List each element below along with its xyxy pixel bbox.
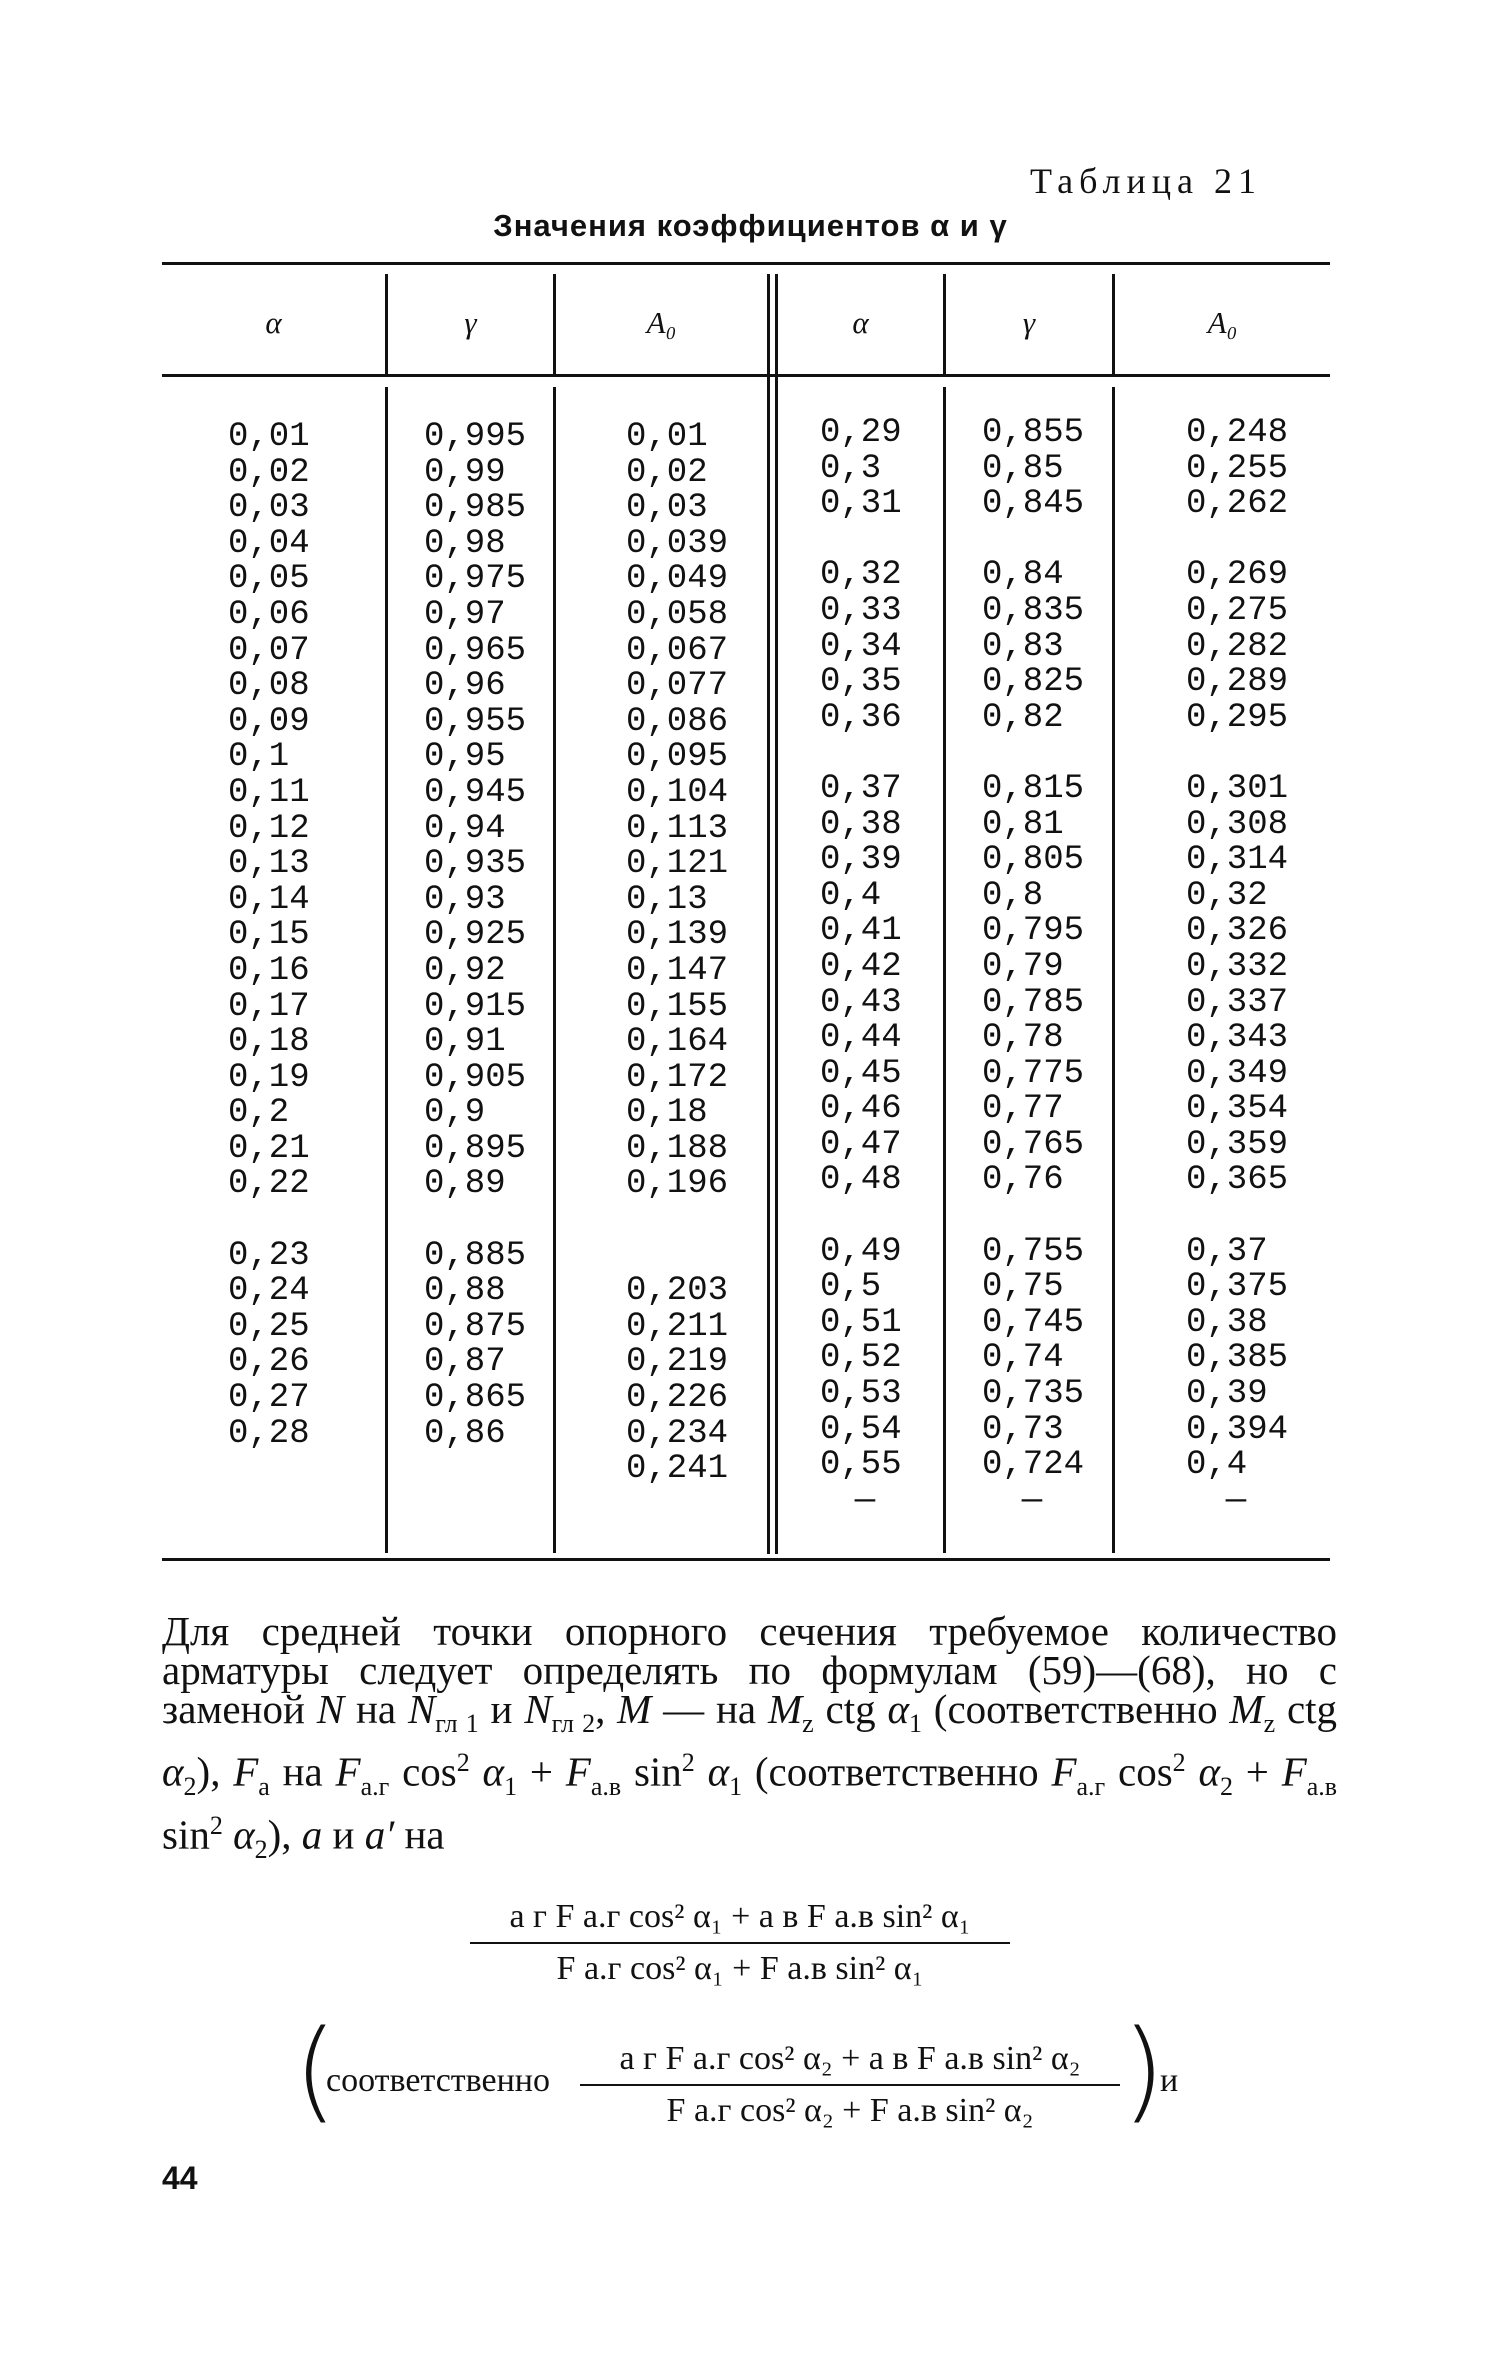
table-cell: [424, 1203, 526, 1239]
sq-2: 2: [681, 1748, 695, 1778]
cos-1: cos: [389, 1748, 457, 1795]
var-fag: F: [335, 1748, 361, 1795]
table-cell: 0,147: [626, 951, 729, 990]
table-cell: 0,845: [982, 485, 1085, 524]
table-cell: 0,855: [982, 414, 1085, 452]
table-cell: 0,14: [228, 880, 310, 919]
table-cell: 0,975: [424, 560, 527, 599]
plus-1: +: [517, 1748, 566, 1795]
alpha-5: α: [1198, 1748, 1220, 1795]
alpha-1: α: [887, 1686, 909, 1732]
table-cell: 0,343: [1186, 1019, 1289, 1058]
table-cell: 0,28: [228, 1414, 310, 1453]
var-a: a: [301, 1811, 323, 1858]
and-1: и: [322, 1811, 365, 1858]
alpha-3: α: [482, 1748, 505, 1795]
table-cell: 0,058: [626, 595, 729, 634]
table-cell: 0,262: [1186, 485, 1289, 524]
table-cell: 0,13: [626, 880, 708, 919]
table-cell: 0,92: [424, 951, 506, 990]
table-cell: 0,44: [820, 1019, 902, 1058]
para-text-6: ),: [267, 1811, 302, 1858]
table-cell: 0,73: [982, 1410, 1064, 1449]
table-cell: 0,39: [1186, 1375, 1268, 1414]
header-rule: [162, 374, 1330, 377]
table-cell: [982, 523, 1082, 559]
table-cell: 0,94: [424, 809, 506, 848]
para-text-5: — на: [651, 1686, 768, 1732]
table-cell: [982, 1199, 1082, 1235]
table-cell: 0,82: [982, 698, 1064, 737]
table-cell: 0,01: [626, 418, 708, 456]
column-alpha-right: [820, 416, 910, 1519]
table-cell: 0,37: [820, 769, 902, 808]
table-cell: 0,54: [820, 1410, 902, 1449]
table-cell: 0,354: [1186, 1090, 1289, 1129]
table-cell: 0,275: [1186, 591, 1289, 630]
table-cell: 0,47: [820, 1125, 902, 1164]
table-cell: 0,5: [820, 1268, 882, 1307]
comma-1: ,: [210, 1748, 234, 1795]
header-alpha-left: α: [265, 305, 282, 340]
table-cell: 0,41: [820, 912, 902, 951]
table-cell: 0,18: [626, 1094, 708, 1133]
sub-z-2: z: [1263, 1709, 1276, 1739]
col-divider-1b: [385, 387, 388, 1553]
para-text-1: Для средней точки опорного сечения требуемое количество арматуры следует определять по формулам (59)—(68), но с заменой: [162, 1608, 1337, 1732]
table-cell: 0,34: [820, 627, 902, 666]
sub-a: а: [258, 1772, 270, 1802]
table-cell: 0,07: [228, 631, 310, 670]
table-cell: 0,164: [626, 1023, 729, 1062]
body-paragraph: [162, 1608, 1338, 1869]
table-cell: 0,06: [228, 595, 310, 634]
table-cell: 0,46: [820, 1090, 902, 1129]
table-cell: 0,02: [626, 453, 708, 492]
table-cell: 0,365: [1186, 1161, 1289, 1200]
sub-ag-2: а.г: [1076, 1772, 1106, 1802]
sub-gl1: гл 1: [435, 1709, 479, 1739]
table-cell: 0,43: [820, 983, 902, 1022]
sin-1: sin: [621, 1748, 682, 1795]
table-cell: 0,9: [424, 1094, 486, 1133]
table-cell: 0,29: [820, 414, 902, 452]
table-cell: 0,25: [228, 1307, 310, 1346]
sub-2c: 2: [254, 1834, 268, 1864]
soot-1: (соответственно: [921, 1686, 1230, 1732]
table-cell: 0,765: [982, 1125, 1085, 1164]
table-cell: 0,282: [1186, 627, 1289, 666]
table-cell: 0,326: [1186, 912, 1289, 951]
formula-2-prefix: соответственно: [326, 2062, 551, 2099]
table-cell: 0,241: [626, 1450, 729, 1489]
table-cell: 0,203: [626, 1272, 729, 1311]
table-cell: 0,337: [1186, 983, 1289, 1022]
table-cell: 0,55: [820, 1446, 902, 1485]
ctg-1: ctg: [813, 1686, 888, 1732]
para-text-3: и: [478, 1686, 525, 1732]
var-mz-2: M: [1229, 1686, 1264, 1732]
table-cell: 0,33: [820, 591, 902, 630]
table-cell: 0,32: [820, 556, 902, 595]
sq-4: 2: [209, 1811, 223, 1841]
var-ngl1: N: [407, 1686, 436, 1732]
table-cell: 0,16: [228, 951, 310, 990]
table-cell: 0,2: [228, 1094, 290, 1133]
left-paren: (: [294, 2006, 337, 2134]
table-bottom-rule: [162, 1558, 1330, 1561]
formula-1: [470, 1898, 1010, 1988]
page-number: 44: [162, 2160, 198, 2196]
table-cell: 0,925: [424, 916, 527, 955]
table-cell: 0,38: [820, 805, 902, 844]
table-cell: 0,45: [820, 1054, 902, 1093]
table-cell: 0,724: [982, 1446, 1085, 1485]
table-cell: 0,89: [424, 1165, 506, 1204]
table-cell: 0,905: [424, 1058, 527, 1097]
var-fag-2: F: [1051, 1748, 1077, 1795]
table-cell: 0,79: [982, 947, 1064, 986]
var-fav: F: [565, 1748, 591, 1795]
table-cell: 0,87: [424, 1343, 506, 1382]
table-cell: 0,985: [424, 489, 527, 528]
table-cell: 0,22: [228, 1165, 310, 1204]
table-cell: 0,77: [982, 1090, 1064, 1129]
table-cell: 0,385: [1186, 1339, 1289, 1378]
var-fa: F: [233, 1748, 259, 1795]
cos-2: cos: [1105, 1748, 1173, 1795]
table-cell: 0,83: [982, 627, 1064, 666]
table-cell: 0,226: [626, 1379, 729, 1418]
table-cell: 0,359: [1186, 1125, 1289, 1164]
table-cell: 0,188: [626, 1129, 729, 1168]
alpha-6: α: [233, 1811, 255, 1858]
table-cell: 0,955: [424, 702, 527, 741]
table-cell: 0,4: [1186, 1446, 1248, 1485]
table-cell: 0,86: [424, 1414, 506, 1453]
table-cell: 0,36: [820, 698, 902, 737]
table-cell: 0,78: [982, 1019, 1064, 1058]
table-cell: 0,077: [626, 667, 729, 706]
ctg-2: ctg: [1275, 1686, 1338, 1732]
formula-2-denominator: F а.г cos² α₂ + F а.в sin² α₂: [666, 2092, 1034, 2129]
table-cell: 0,332: [1186, 947, 1289, 986]
table-cell: 0,3: [820, 449, 882, 488]
table-cell: 0,375: [1186, 1268, 1289, 1307]
column-a0-left: [626, 420, 728, 1488]
sq-1: 2: [456, 1748, 470, 1778]
table-cell: 0,935: [424, 845, 527, 884]
table-caption: Значения коэффициентов α и γ: [493, 208, 1008, 243]
table-cell: 0,086: [626, 702, 729, 741]
header-a0-left: A₀: [646, 305, 677, 340]
table-cell: 0,234: [626, 1414, 729, 1453]
table-cell: 0,8: [982, 876, 1044, 915]
table-cell: 0,76: [982, 1161, 1064, 1200]
table-cell: [820, 1199, 910, 1235]
sub-2b: 2: [1220, 1772, 1233, 1802]
sub-1b: 1: [504, 1772, 518, 1802]
sub-1a: 1: [908, 1709, 922, 1739]
double-divider-b: [775, 274, 778, 1554]
table-cell: 0,314: [1186, 841, 1289, 880]
table-cell: 0,42: [820, 947, 902, 986]
header-gamma-right: γ: [1022, 305, 1036, 340]
table-cell: [228, 1203, 310, 1239]
table-cell: 0,775: [982, 1054, 1085, 1093]
table-cell: 0,37: [1186, 1232, 1268, 1271]
table-cell: 0,835: [982, 591, 1085, 630]
table-cell: 0,26: [228, 1343, 310, 1382]
table-cell: 0,965: [424, 631, 527, 670]
table-cell: [982, 736, 1082, 772]
alpha-2: α: [162, 1748, 184, 1795]
table-cell: 0,785: [982, 983, 1085, 1022]
sub-z: z: [802, 1709, 814, 1739]
para-text-2: на: [344, 1686, 408, 1732]
table-cell: 0,172: [626, 1058, 729, 1097]
table-cell: 0,735: [982, 1375, 1085, 1414]
sub-ag: а.г: [360, 1772, 390, 1802]
table-cell: 0,93: [424, 880, 506, 919]
table-cell: 0,21: [228, 1129, 310, 1168]
table-cell: 0,75: [982, 1268, 1064, 1307]
header-gamma-left: γ: [464, 305, 477, 340]
table-cell: 0,97: [424, 595, 506, 634]
table-cell: 0,98: [424, 524, 506, 563]
table-cell: 0,91: [424, 1023, 506, 1062]
var-fav-2: F: [1281, 1748, 1307, 1795]
table-cell: —: [1225, 1481, 1247, 1520]
column-gamma-right: [982, 414, 1085, 1520]
table-cell: 0,09: [228, 702, 310, 741]
table-cell: 0,52: [820, 1339, 902, 1378]
formula-2-suffix: и: [1160, 2062, 1179, 2099]
para-text-4: ,: [595, 1686, 618, 1732]
table-cell: 0,49: [820, 1232, 902, 1271]
table-cell: 0,74: [982, 1339, 1064, 1378]
sub-av-2: а.в: [1306, 1772, 1338, 1802]
table-cell: 0,53: [820, 1375, 902, 1414]
table-cell: 0,32: [1186, 876, 1268, 915]
table-cell: 0,255: [1186, 449, 1289, 488]
table-label: Таблица 21: [1030, 161, 1262, 201]
sin-2: sin: [162, 1811, 210, 1858]
table-cell: [626, 1203, 728, 1239]
var-ngl2: N: [524, 1686, 552, 1732]
table-cell: 0,915: [424, 987, 527, 1026]
table-cell: 0,01: [228, 418, 310, 456]
header-a0-right: A₀: [1207, 305, 1238, 340]
table-cell: 0,96: [424, 667, 506, 706]
table-cell: 0,85: [982, 449, 1064, 488]
plus-2: +: [1233, 1748, 1282, 1795]
sub-av: а.в: [590, 1772, 622, 1802]
table-cell: 0,301: [1186, 769, 1289, 808]
formula-2-numerator: a г F а.г cos² α₂ + a в F а.в sin² α₂: [580, 2040, 1120, 2086]
table-cell: 0,08: [228, 667, 310, 706]
table-cell: 0,18: [228, 1023, 310, 1062]
sq-3: 2: [1172, 1748, 1186, 1778]
table-cell: 0,99: [424, 453, 506, 492]
var-aprime: a′: [364, 1811, 395, 1858]
double-divider-a: [767, 274, 770, 1554]
table-cell: 0,04: [228, 524, 310, 563]
table-cell: 0,23: [228, 1236, 310, 1275]
table-cell: 0,48: [820, 1161, 902, 1200]
table-cell: 0,35: [820, 663, 902, 702]
table-cell: 0,19: [228, 1058, 310, 1097]
table-cell: 0,1: [228, 738, 290, 777]
table-cell: 0,095: [626, 738, 729, 777]
soot-2: (соответственно: [742, 1748, 1052, 1795]
table-cell: 0,38: [1186, 1303, 1268, 1342]
table-cell: 0,88: [424, 1272, 506, 1311]
table-cell: 0,104: [626, 773, 729, 812]
para-text-7: на: [394, 1811, 445, 1858]
table-cell: 0,289: [1186, 663, 1289, 702]
table-cell: [820, 736, 910, 772]
table-cell: 0,039: [626, 524, 729, 563]
table-cell: 0,945: [424, 773, 527, 812]
table-cell: 0,15: [228, 916, 310, 955]
table-cell: 0,27: [228, 1379, 310, 1418]
table-cell: [1186, 736, 1286, 772]
table-cell: 0,865: [424, 1379, 527, 1418]
right-paren: ): [1122, 2006, 1165, 2134]
var-n: N: [316, 1686, 345, 1732]
table-cell: 0,755: [982, 1232, 1085, 1271]
table-cell: 0,03: [626, 489, 708, 528]
table-cell: 0,295: [1186, 698, 1289, 737]
table-cell: 0,95: [424, 738, 506, 777]
table-cell: 0,13: [228, 845, 310, 884]
table-cell: 0,815: [982, 769, 1085, 808]
table-cell: 0,12: [228, 809, 310, 848]
formula-1-numerator: a г F а.г cos² α₁ + a в F а.в sin² α₁: [470, 1898, 1010, 1944]
formula-1-denominator: F а.г cos² α₁ + F а.в sin² α₁: [556, 1950, 924, 1987]
table-cell: [820, 523, 910, 559]
table-cell: 0,113: [626, 809, 729, 848]
sub-gl2: гл 2: [551, 1709, 596, 1739]
table-cell: 0,24: [228, 1272, 310, 1311]
sub-1c: 1: [729, 1772, 743, 1802]
table-top-rule: [162, 262, 1330, 265]
table-cell: 0,825: [982, 663, 1085, 702]
header-alpha-right: α: [852, 305, 869, 340]
column-alpha-left: [228, 420, 310, 1452]
table-cell: 0,121: [626, 845, 729, 884]
table-cell: 0,155: [626, 987, 729, 1026]
table-cell: 0,067: [626, 631, 729, 670]
var-mz: M: [767, 1686, 803, 1732]
table-cell: 0,995: [424, 418, 527, 456]
table-cell: 0,219: [626, 1343, 729, 1382]
table-cell: 0,81: [982, 805, 1064, 844]
table-cell: 0,51: [820, 1303, 902, 1342]
column-gamma-left: [424, 420, 526, 1452]
table-cell: 0,308: [1186, 805, 1289, 844]
col-divider-5b: [1112, 387, 1115, 1553]
table-cell: 0,875: [424, 1307, 527, 1346]
alpha-4: α: [707, 1748, 730, 1795]
table-cell: [1186, 523, 1286, 559]
table-cell: 0,4: [820, 876, 882, 915]
table-cell: 0,11: [228, 773, 310, 812]
table-cell: 0,269: [1186, 556, 1289, 595]
table-cell: 0,805: [982, 841, 1085, 880]
table-cell: 0,02: [228, 453, 310, 492]
table-cell: 0,248: [1186, 414, 1289, 452]
table-cell: 0,05: [228, 560, 310, 599]
var-m: M: [617, 1686, 652, 1732]
table-cell: 0,895: [424, 1129, 527, 1168]
col-divider-2b: [553, 387, 556, 1553]
table-cell: 0,745: [982, 1303, 1085, 1342]
table-cell: [1186, 1199, 1286, 1235]
sub-2a: 2: [183, 1772, 197, 1802]
table-cell: 0,211: [626, 1307, 729, 1346]
table-cell: 0,84: [982, 556, 1064, 595]
table-cell: 0,885: [424, 1236, 527, 1275]
table-cell: [626, 1239, 728, 1275]
column-a0-right: [1186, 414, 1289, 1520]
table-cell: 0,049: [626, 560, 729, 599]
table-cell: —: [1021, 1481, 1043, 1520]
table-cell: 0,394: [1186, 1410, 1289, 1449]
formula-2: [580, 2040, 1120, 2130]
table-cell: 0,03: [228, 489, 310, 528]
table-cell: 0,39: [820, 841, 902, 880]
table-cell: 0,196: [626, 1165, 729, 1204]
col-divider-4b: [943, 387, 946, 1553]
table-cell: 0,795: [982, 912, 1085, 951]
close-1: ): [196, 1748, 211, 1795]
table-cell: —: [854, 1481, 876, 1520]
table-cell: 0,31: [820, 485, 902, 524]
na-1: на: [269, 1748, 336, 1795]
table-cell: 0,139: [626, 916, 729, 955]
table-cell: 0,17: [228, 987, 310, 1026]
table-cell: 0,349: [1186, 1054, 1289, 1093]
